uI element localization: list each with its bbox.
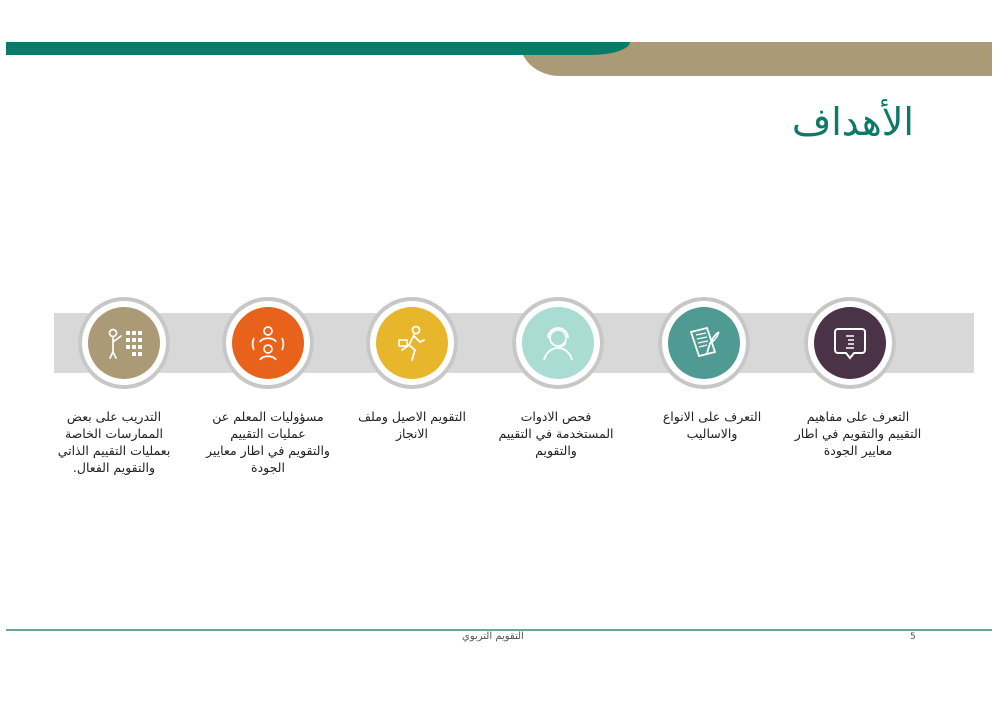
step-authentic (366, 297, 458, 389)
step-label-responsibilities: مسؤوليات المعلم عن عمليات التقييم والتقويم في اطار معايير الجودة (206, 409, 330, 475)
step-icon-circle (376, 307, 448, 379)
step-tools (512, 297, 604, 389)
step-label-tools: فحص الادوات المستخدمة في التقييم والتقويم (498, 409, 614, 458)
step-label-types: التعرف على الانواع والاساليب (662, 409, 762, 441)
running-person-icon (389, 320, 435, 366)
step-icon-circle (814, 307, 886, 379)
step-icon-circle (668, 307, 740, 379)
step-label-concepts: التعرف على مفاهيم التقييم والتقويم في اطار معايير الجودة (794, 409, 922, 458)
step-icon-circle (88, 307, 160, 379)
page-title: الأهداف (791, 100, 914, 144)
support-agent-icon (535, 320, 581, 366)
team-cycle-icon (245, 320, 291, 366)
header-teal-bar (6, 42, 630, 55)
step-types (658, 297, 750, 389)
step-training (78, 297, 170, 389)
step-icon-circle (522, 307, 594, 379)
footer-title: التقويم التربوي (462, 631, 524, 642)
paper-quill-icon (681, 320, 727, 366)
step-concepts (804, 297, 896, 389)
step-label-training: التدريب على بعض الممارسات الخاصة بعمليات التقييم الذاتي والتقويم الفعال. (57, 409, 171, 475)
page-number: 5 (910, 632, 916, 642)
step-icon-circle (232, 307, 304, 379)
step-label-authentic: التقويم الاصيل وملف الانجاز (358, 409, 466, 441)
step-responsibilities (222, 297, 314, 389)
chat-document-icon (827, 320, 873, 366)
presenter-board-icon (101, 320, 147, 366)
